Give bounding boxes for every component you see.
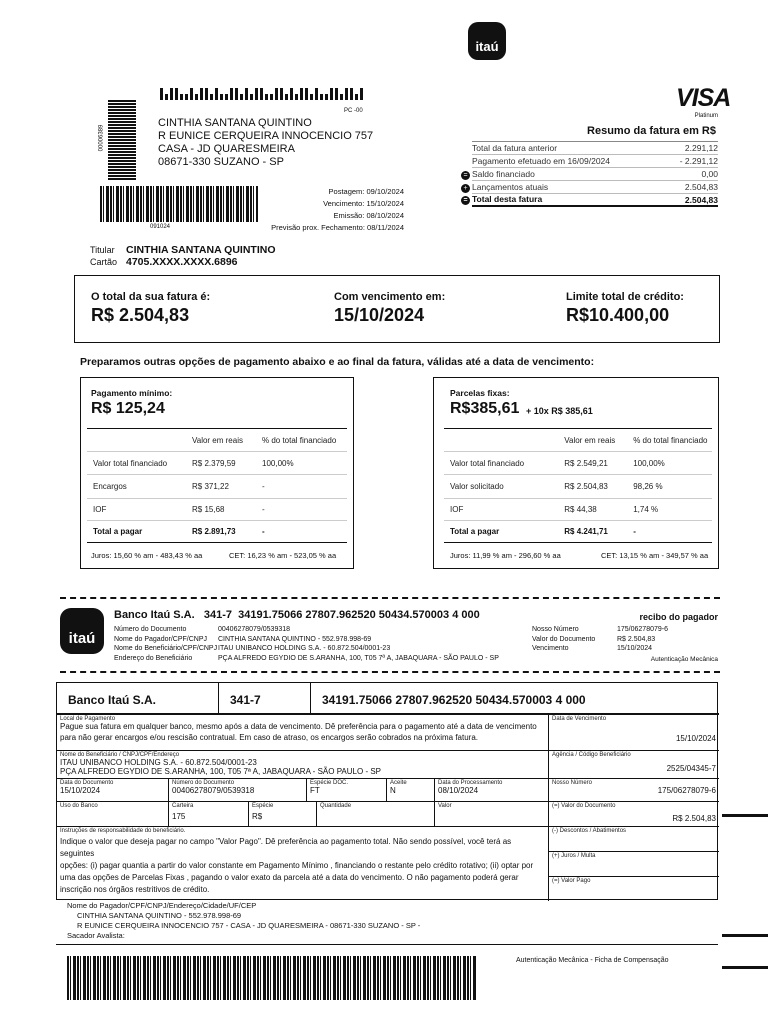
due-label: Com vencimento em: (334, 291, 446, 303)
logo-text: itaú (475, 39, 499, 54)
mailing-addr2: CASA - JD QUARESMEIRA (158, 143, 295, 155)
summary-row (472, 155, 718, 168)
juros-cell: (+) Juros / Multa (549, 852, 719, 877)
visa-logo: VISA (676, 84, 731, 112)
min-table (87, 428, 347, 543)
min-cet: CET: 16,23 % am - 523,05 % aa (229, 551, 337, 560)
table-row: Valor total financiado R$ 2.549,21 100,00% (444, 451, 712, 475)
boleto-code-cell: 341-7 (219, 683, 311, 715)
row-label: Total desta fatura (472, 194, 543, 204)
min-juros: Juros: 15,60 % am - 483,43 % aa (91, 551, 203, 560)
especie-cell: Espécie R$ (249, 802, 317, 827)
side-barcode (108, 100, 136, 180)
col-header: % do total financiado (262, 435, 337, 445)
fixed-installments-box (433, 377, 719, 569)
recibo-auth: Autenticação Mecânica (650, 656, 718, 663)
row-value: 2.291,12 (684, 143, 718, 153)
row-label: Total da fatura anterior (472, 143, 558, 153)
recibo-labels: Número do Documento Nome do Pagador/CPF/CNPJ Nome do Beneficiário/CPF/CNPJ Endereço do Beneficiário (114, 626, 218, 662)
col-header: Valor em reais (564, 435, 616, 445)
parc-extra: + 10x R$ 385,61 (526, 406, 593, 416)
instrucoes-cell: Instruções de responsabilidade do beneficiário. Indique o valor que deseja pagar no campo "Valor Pago". Dê preferência ao pagamento total. Não sendo possível, você terá as seguintes opções: (i) pagar quantia a partir do valor constante em Pagamento Mínimo , financiando o restante pelo crédito rotativo; (ii) optar por uma das opções de Parcelas Fixas , pagando o valor exato da parcela até a data do vencimento. O não pagamento poderá gerar inscrição nos órgãos restritivos de crédito. (57, 827, 549, 901)
valor-doc-cell: (=) Valor do Documento R$ 2.504,83 (549, 802, 719, 827)
postnet-barcode (160, 88, 363, 100)
cartao-number: 4705.XXXX.XXXX.6896 (126, 256, 238, 268)
table-row: Encargos R$ 371,22 - (87, 475, 347, 499)
table-row: Valor solicitado R$ 2.504,83 98,26 % (444, 475, 712, 499)
table-header (444, 429, 712, 451)
total-label: O total da sua fatura é: (91, 291, 211, 303)
table-total-row: Total a pagar R$ 2.891,73 - (87, 521, 347, 543)
table-row: IOF R$ 15,68 - (87, 499, 347, 521)
due-value: 15/10/2024 (334, 305, 425, 325)
vencimento-date: Vencimento: 15/10/2024 (323, 199, 404, 208)
nosso-numero-cell: Nosso Número 175/06278079-6 (549, 779, 719, 802)
pagador-bottom-line (56, 944, 718, 945)
logo-text: itaú (68, 630, 96, 647)
recibo-values: 00406278079/0539318 CINTHIA SANTANA QUINTINO - 552.978.998-69 ITAU UNIBANCO HOLDING S.A. - 60.872.504/0001-23 PÇA ALFREDO EGYDIO DE S.ARANHA, 100, T05 7ª A, JABAQUARA - SÃO PAULO - SP (218, 626, 499, 662)
cut-line (60, 597, 720, 599)
previsao-date: Previsão prox. Fechamento: 08/11/2024 (271, 223, 404, 232)
boleto-barcode (67, 956, 477, 1000)
boleto-line-cell: 34191.75066 27807.962520 50434.570003 4 000 (311, 683, 719, 715)
mailing-addr3: 08671-330 SUZANO - SP (158, 156, 284, 168)
parc-value: R$385,61 (450, 400, 520, 417)
pagador-block (67, 901, 420, 941)
pagador-label: Nome do Pagador/CPF/CNPJ/Endereço/Cidade/UF/CEP (67, 901, 257, 910)
edge-mark (722, 814, 768, 817)
num-doc-cell: Número do Documento 00406278079/0539318 (169, 779, 307, 802)
options-title: Preparamos outras opções de pagamento abaixo e ao final da fatura, válidas até a data de vencimento: (80, 356, 595, 368)
ficha-label: Autenticação Mecânica - Ficha de Compensação (516, 957, 669, 964)
minimum-payment-box (80, 377, 354, 569)
limit-label: Limite total de crédito: (566, 291, 684, 303)
edge-mark (722, 934, 768, 937)
row-value: 0,00 (701, 169, 718, 179)
row-value: 2.504,83 (684, 194, 718, 205)
row-label: Pagamento efetuado em 16/09/2024 (472, 156, 610, 166)
data-doc-cell: Data do Documento 15/10/2024 (57, 779, 169, 802)
summary-table (463, 141, 718, 207)
mailing-barcode-number: 091024 (150, 224, 171, 230)
itau-logo (468, 22, 506, 60)
mailing-name: CINTHIA SANTANA QUINTINO (158, 117, 312, 129)
summary-total-row (463, 194, 718, 207)
emissao-date: Emissão: 08/10/2024 (333, 211, 404, 220)
pagador-address: R EUNICE CERQUEIRA INNOCENCIO 757 - CASA - JD QUARESMEIRA - 08671-330 SUZANO - SP - (77, 921, 421, 930)
especie-doc-cell: Espécie DOC. FT (307, 779, 387, 802)
recibo-right-values: 175/06278079-6 R$ 2.504,83 15/10/2024 (617, 626, 668, 652)
agencia-cell: Agência / Código Beneficiário 2525/04345-7 (549, 751, 719, 779)
summary-title: Resumo da fatura em R$ (587, 125, 716, 137)
summary-row (472, 142, 718, 155)
min-value: R$ 125,24 (91, 400, 165, 417)
col-header: % do total financiado (633, 435, 708, 445)
row-value: 2.504,83 (684, 182, 718, 192)
parc-juros: Juros: 11,99 % am - 296,60 % aa (450, 551, 561, 560)
benef-cell: Nome do Beneficiário / CNPJ/CPF/Endereço ITAU UNIBANCO HOLDING S.A. - 60.872.504/0001-23 PÇA ALFREDO EGYDIO DE S.ARANHA, 100, T05 7ª A, JABAQUARA - SÃO PAULO - SP (57, 751, 549, 779)
table-row: Valor total financiado R$ 2.379,59 100,00% (87, 451, 347, 475)
parc-cet: CET: 13,15 % am - 349,57 % aa (601, 551, 709, 560)
valor-pago-cell: (=) Valor Pago (552, 878, 591, 884)
sacador-label: Sacador Avalista: (67, 931, 125, 940)
boleto (56, 682, 718, 900)
min-label: Pagamento mínimo: (91, 388, 173, 398)
carteira-cell: Carteira 175 (169, 802, 249, 827)
side-barcode-number: 00006389 (98, 124, 105, 152)
totals-box (74, 275, 720, 343)
table-total-row: Total a pagar R$ 4.241,71 - (444, 521, 712, 543)
summary-row (463, 181, 718, 194)
boleto-bank-cell: Banco Itaú S.A. (57, 683, 219, 715)
postagem-date: Postagem: 09/10/2024 (328, 187, 404, 196)
valor-cell: Valor (435, 802, 549, 827)
pagador-name: CINTHIA SANTANA QUINTINO - 552.978.998-69 (77, 911, 242, 920)
recibo-title: recibo do pagador (639, 612, 718, 622)
uso-banco-cell: Uso do Banco (57, 802, 169, 827)
local-cell: Local de Pagamento Pague sua fatura em qualquer banco, mesmo após a data de vencimento. Dê preferência para o pagamento até a data de vencimento para não gerar encargos e/ou rescisão contratual. Em caso de atraso, os encargos serão cobrados na próxima fatura. (57, 715, 549, 751)
mailing-barcode (100, 186, 258, 222)
recibo-right-labels: Nosso Número Valor do Documento Vencimento (532, 626, 596, 652)
row-label: Saldo financiado (472, 168, 535, 179)
card-tier: Platinum (694, 113, 718, 119)
row-label: Lançamentos atuais (472, 181, 549, 192)
itau-logo-recibo (60, 608, 104, 654)
recibo-bank-line: Banco Itaú S.A. 341-7 34191.75066 27807.962520 50434.570003 4 000 (114, 609, 480, 621)
cartao-label: Cartão (90, 257, 118, 267)
mailing-addr1: R EUNICE CERQUEIRA INNOCENCIO 757 (158, 130, 374, 142)
table-row: IOF R$ 44,38 1,74 % (444, 499, 712, 521)
pc-code: PC -00 (344, 108, 363, 114)
titular-name: CINTHIA SANTANA QUINTINO (126, 244, 276, 256)
equals-icon: = (461, 196, 470, 205)
table-header (87, 429, 347, 451)
cut-line-2 (60, 671, 720, 673)
parc-label: Parcelas fixas: (450, 388, 510, 398)
total-value: R$ 2.504,83 (91, 305, 190, 325)
parc-table (444, 428, 712, 543)
titular-label: Titular (90, 245, 115, 255)
row-value: - 2.291,12 (679, 156, 718, 166)
plus-icon: + (461, 184, 470, 193)
data-proc-cell: Data do Processamento 08/10/2024 (435, 779, 549, 802)
limit-value: R$10.400,00 (566, 305, 670, 325)
col-header: Valor em reais (192, 435, 243, 445)
venc-cell: Data de Vencimento 15/10/2024 (549, 715, 719, 751)
descontos-cell: (-) Descontos / Abatimentos (549, 827, 719, 852)
edge-mark (722, 966, 768, 969)
equals-icon: = (461, 171, 470, 180)
quantidade-cell: Quantidade (317, 802, 435, 827)
aceite-cell: Aceite N (387, 779, 435, 802)
summary-row (463, 168, 718, 181)
